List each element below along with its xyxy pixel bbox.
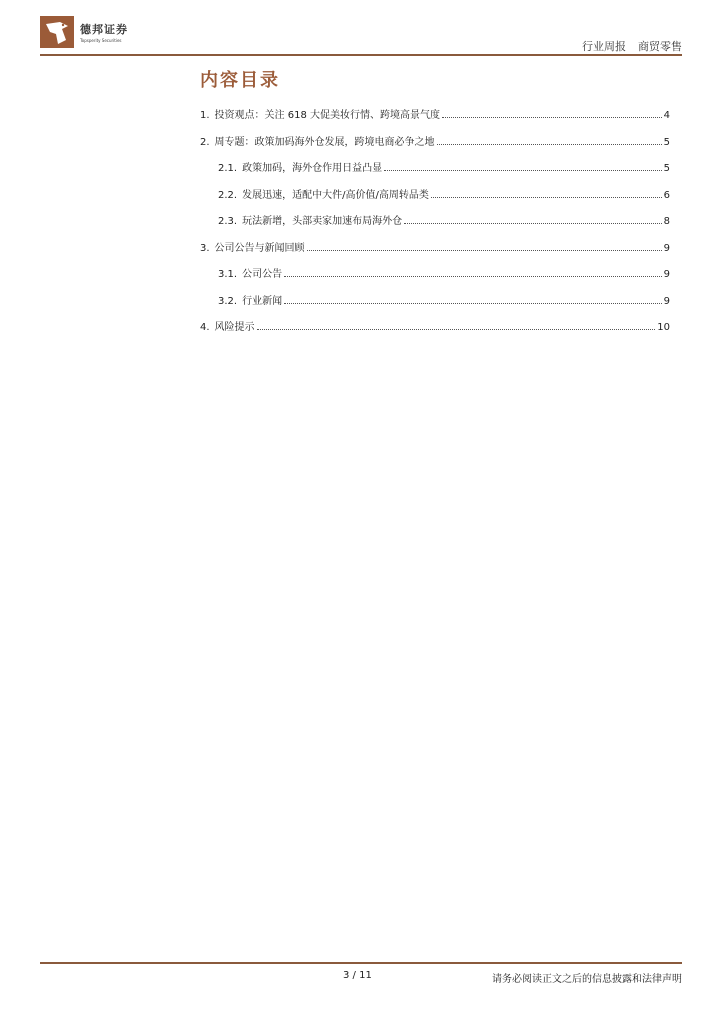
- toc-entry-number: 2.3.: [218, 216, 238, 227]
- toc-entry[interactable]: [200, 318, 670, 345]
- footer-divider: [40, 962, 682, 964]
- toc-entry-number: 3.1.: [218, 269, 238, 280]
- toc-entry[interactable]: [200, 292, 670, 319]
- toc-entry[interactable]: [200, 212, 670, 239]
- toc-entry-number: 2.1.: [218, 163, 238, 174]
- toc-entry-page: 5: [663, 136, 670, 148]
- toc-entry-page: 9: [663, 242, 670, 254]
- page-number: 3 / 11: [343, 970, 372, 981]
- toc-entry-label: 公司公告: [242, 269, 283, 280]
- toc-entry-page: 8: [663, 216, 670, 227]
- toc-dot-leader: [384, 169, 662, 171]
- toc-entry-label: 周专题：政策加码海外仓发展，跨境电商必争之地: [214, 136, 435, 148]
- toc-dot-leader: [442, 116, 662, 118]
- toc-entry-page: 9: [663, 269, 670, 280]
- toc-entry-page: 5: [663, 163, 670, 174]
- logo-chinese-name: 德邦证券: [80, 23, 128, 36]
- logo-english-name: Topsperity Securities: [80, 38, 122, 43]
- toc-entry-page: 9: [663, 295, 670, 307]
- toc-entry-label: 政策加码，海外仓作用日益凸显: [242, 163, 383, 174]
- company-logo: [40, 14, 180, 50]
- toc-dot-leader: [307, 249, 662, 251]
- toc-entry-label: 发展迅速，适配中大件/高价值/高周转品类: [242, 189, 429, 201]
- toc-dot-leader: [284, 302, 662, 304]
- report-sector: 商贸零售: [638, 40, 682, 53]
- table-of-contents: [200, 106, 670, 345]
- toc-entry-label: 行业新闻: [242, 295, 283, 307]
- toc-entry[interactable]: [200, 265, 670, 292]
- toc-entry[interactable]: [200, 239, 670, 266]
- header-divider: [40, 54, 682, 56]
- legal-disclaimer: 请务必阅读正文之后的信息披露和法律声明: [492, 974, 682, 985]
- page-header: [40, 14, 682, 58]
- toc-entry-page: 6: [663, 189, 670, 201]
- report-tags: [582, 38, 682, 54]
- toc-entry-label: 公司公告与新闻回顾: [214, 242, 305, 254]
- toc-title: 内容目录: [200, 70, 280, 91]
- toc-entry-number: 3.2.: [218, 295, 238, 307]
- toc-entry[interactable]: [200, 133, 670, 160]
- toc-entry[interactable]: [200, 106, 670, 133]
- toc-entry[interactable]: [200, 159, 670, 186]
- toc-dot-leader: [284, 275, 662, 277]
- toc-entry-number: 3.: [200, 242, 210, 254]
- toc-entry[interactable]: [200, 186, 670, 213]
- toc-entry-number: 1.: [200, 110, 210, 121]
- toc-entry-label: 玩法新增，头部卖家加速布局海外仓: [242, 216, 403, 227]
- toc-dot-leader: [437, 143, 662, 145]
- toc-entry-label: 风险提示: [214, 322, 255, 333]
- toc-entry-page: 10: [657, 322, 670, 333]
- toc-dot-leader: [404, 222, 662, 224]
- toc-entry-number: 2.: [200, 136, 210, 148]
- toc-dot-leader: [257, 328, 656, 330]
- toc-entry-number: 2.2.: [218, 189, 238, 201]
- topsperity-logo-icon: [40, 16, 74, 48]
- toc-entry-number: 4.: [200, 322, 210, 333]
- report-category: 行业周报: [582, 40, 626, 53]
- toc-entry-label: 投资观点：关注 618 大促美妆行情、跨境高景气度: [214, 110, 440, 121]
- toc-dot-leader: [431, 196, 662, 198]
- toc-entry-page: 4: [663, 110, 670, 121]
